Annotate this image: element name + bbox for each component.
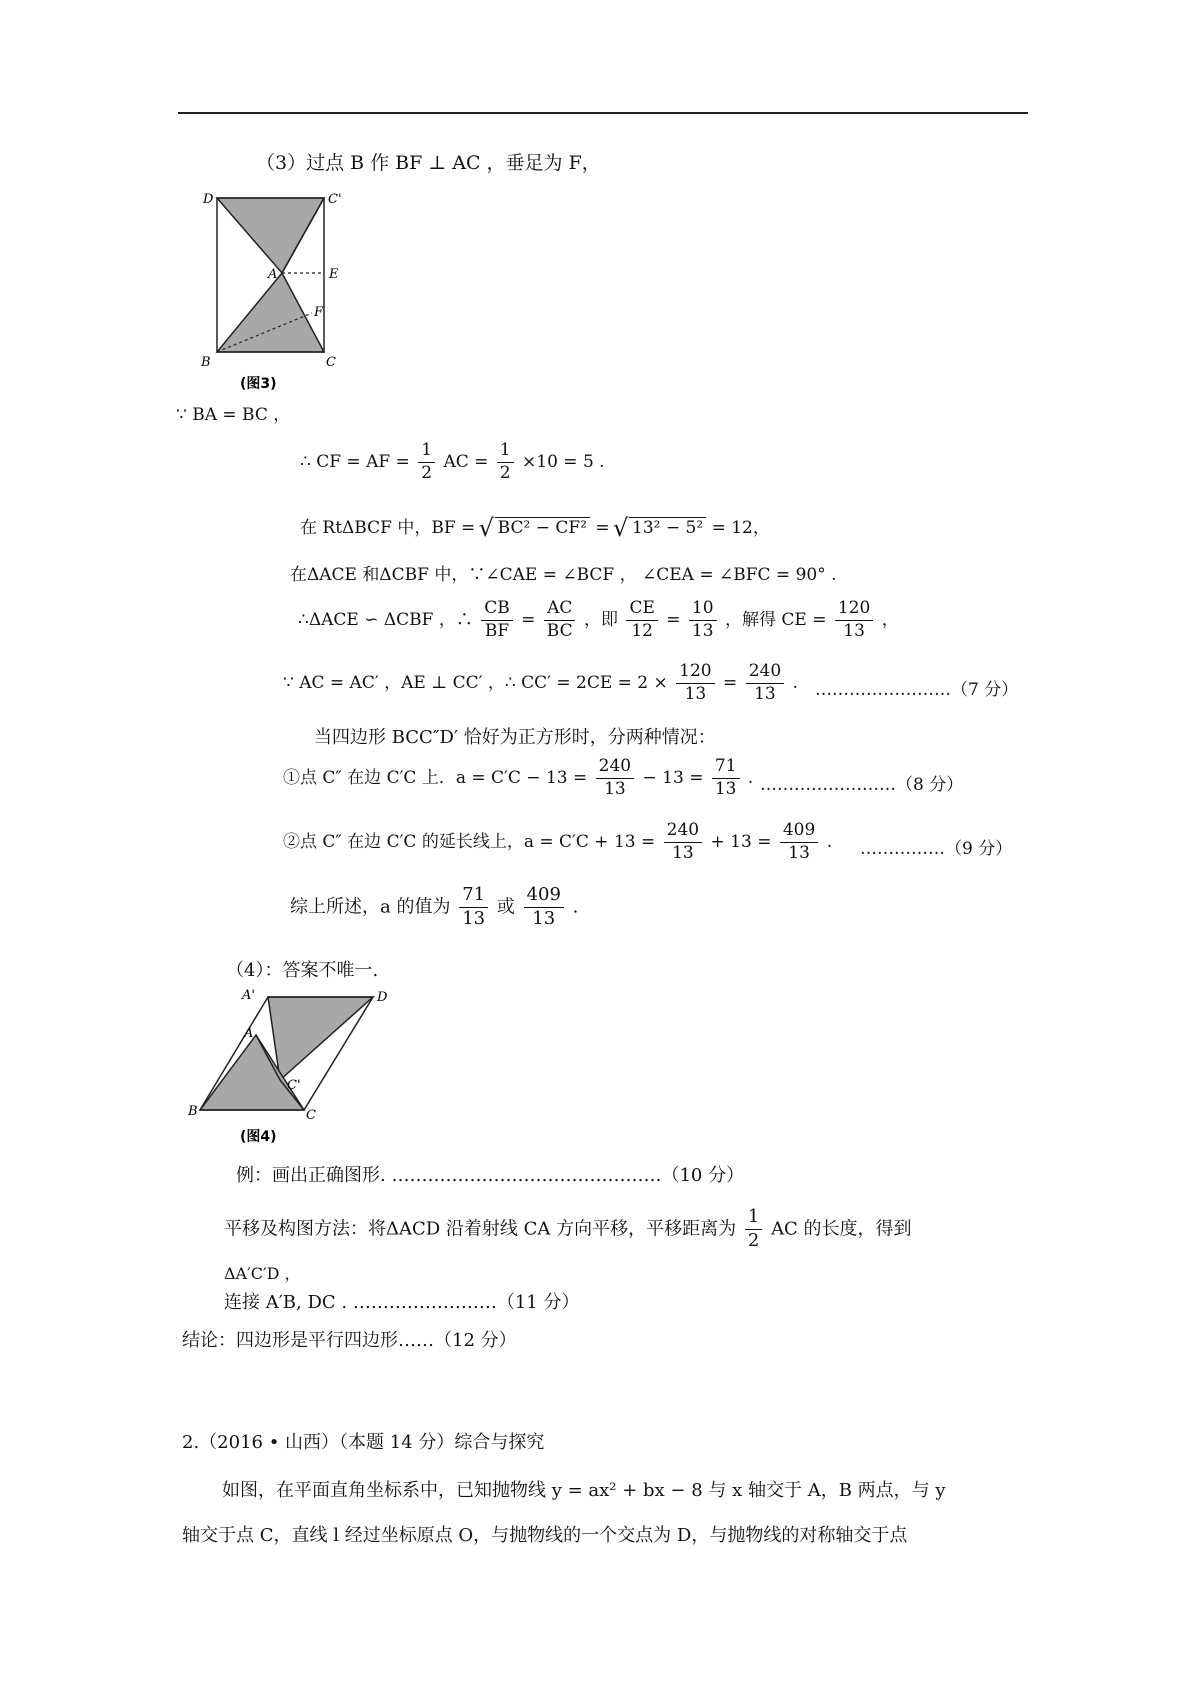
case1-suffix: . [747,767,754,788]
score-8: ……………………（8 分） [760,775,964,795]
score-7: ……………………（7 分） [815,680,1019,700]
fraction-240-13-c1: $\frac{240}{13}$ [596,758,634,799]
problem2-heading: 2.（2016 • 山西）（本题 14 分）综合与探究 [182,1432,545,1453]
fig4-label-b: B [188,1104,198,1119]
fraction-half: $\frac{1}{2}$ [418,442,435,483]
fig4-label-a-prime: A' [242,988,255,1003]
fraction-409-13-s: $\frac{409}{13}$ [524,886,564,929]
line5-prefix: ∴ΔACE ∽ ΔCBF ，∴ [298,609,473,630]
line2-prefix: ∴ CF = AF = [300,451,410,472]
fraction-120-13-b: $\frac{120}{13}$ [676,663,714,704]
fig4-label-c: C [306,1108,316,1123]
case2-suffix: . [826,831,833,852]
fig3-label-c-prime: C' [328,192,342,207]
part3-line3: 在 RtΔBCF 中，BF = √ BC² − CF² = √ 13² − 5² = 12， [300,518,770,538]
part4-method-line2: ΔA′C′D ， [224,1264,301,1283]
fig3-label-a: A [268,267,278,282]
line3-suffix: = 12， [711,518,770,538]
score-9: ……………（9 分） [860,839,1013,859]
part4-conclusion: 结论：四边形是平行四边形……（12 分） [182,1330,517,1351]
fig4-label-d: D [377,990,388,1005]
line5-mid2: ，解得 CE = [724,609,827,630]
fig3-caption: (图3) [240,376,277,392]
sqrt-1: √ BC² − CF² [481,518,590,538]
part4-connect: 连接 A′B, DC . ……………………（11 分） [224,1292,580,1313]
problem2-line1: 如图，在平面直角坐标系中，已知抛物线 y = ax² + bx − 8 与 x 轴交于 A，B 两点，与 y [222,1480,946,1501]
line5-suffix: ， [881,609,899,630]
header-rule [178,112,1028,114]
line2-mid: AC = [443,451,489,472]
fraction-409-13: $\frac{409}{13}$ [780,822,818,863]
case2-mid: + 13 = [710,831,772,852]
part3-line4: 在ΔACE 和ΔCBF 中，∵∠CAE = ∠BCF ， ∠CEA = ∠BFC = 90° . [290,565,837,585]
fraction-ce-12: $\frac{CE}{12}$ [626,600,657,641]
fig3-label-b: B [201,355,211,370]
fraction-ac-bc: $\frac{AC}{BC}$ [544,600,576,641]
part3-line5: ∴ΔACE ∽ ΔCBF ，∴ $\frac{CB}{BF}$ = $\frac{AC}{BC}$ ，即 $\frac{CE}{12}$ = $\frac{10}{13}$ ，解得 CE = $\frac{120}{13}$ ， [298,598,899,641]
part3-line1: ∵ BA = BC ， [176,405,291,425]
part4-example: 例：画出正确图形. ………………………………………（10 分） [236,1165,745,1186]
fraction-10-13: $\frac{10}{13}$ [689,600,717,641]
fraction-240-13: $\frac{240}{13}$ [746,663,784,704]
square-intro: 当四边形 BCC″D′ 恰好为正方形时，分两种情况： [314,727,716,748]
fig3-label-f: F [314,305,324,320]
fraction-half-method: $\frac{1}{2}$ [745,1208,762,1251]
method-suffix: AC 的长度，得到 [771,1218,912,1240]
summary-suffix: . [572,896,579,918]
part3-line6: ∵ AC = AC′ ，AE ⊥ CC′ ，∴ CC′ = 2CE = 2 × $\frac{120}{13}$ = $\frac{240}{13}$ . [283,661,798,704]
part4-heading: （4）：答案不唯一. [226,960,379,981]
summary-mid: 或 [496,896,515,918]
summary-prefix: 综上所述，a 的值为 [290,896,451,918]
fraction-120-13: $\frac{120}{13}$ [835,600,873,641]
fraction-half-2: $\frac{1}{2}$ [497,442,514,483]
fraction-cb-bf: $\frac{CB}{BF}$ [481,600,513,641]
line6-suffix: . [792,672,798,693]
fraction-240-13-c2: $\frac{240}{13}$ [664,822,702,863]
fig3-label-d: D [203,192,214,207]
line5-mid1: ，即 [584,609,619,630]
summary [290,886,578,929]
part3-heading: （3）过点 B 作 BF ⊥ AC ，垂足为 F， [256,152,601,174]
case1-mid: − 13 = [642,767,704,788]
case-1 [283,758,753,799]
method-prefix: 平移及构图方法：将ΔACD 沿着射线 CA 方向平移，平移距离为 [224,1218,737,1240]
fig4-label-a: A [244,1026,254,1041]
fig3-label-c: C [326,355,336,370]
fraction-71-13-s: $\frac{71}{13}$ [459,886,488,929]
case-2 [283,822,832,863]
part3-line2 [300,442,605,483]
figure-4 [184,985,394,1150]
part4-method [224,1208,912,1251]
line2-suffix: ×10 = 5 . [522,451,605,472]
case2-prefix: ②点 C″ 在边 C′C 的延长线上，a = C′C + 13 = [283,831,656,852]
line3-prefix: 在 RtΔBCF 中，BF = [300,518,476,538]
fraction-71-13: $\frac{71}{13}$ [712,758,740,799]
figure-3 [190,180,350,395]
sqrt-2: √ 13² − 5² [615,518,706,538]
fig4-label-c-prime: C' [287,1078,301,1093]
line6-prefix: ∵ AC = AC′ ，AE ⊥ CC′ ，∴ CC′ = 2CE = 2 × [283,672,668,693]
fig4-caption: (图4) [240,1129,277,1145]
problem2-line2: 轴交于点 C，直线 l 经过坐标原点 O，与抛物线的一个交点为 D，与抛物线的对称轴交于点 [182,1525,908,1546]
case1-prefix: ①点 C″ 在边 C′C 上．a = C′C − 13 = [283,767,588,788]
fig3-label-e: E [329,267,339,282]
